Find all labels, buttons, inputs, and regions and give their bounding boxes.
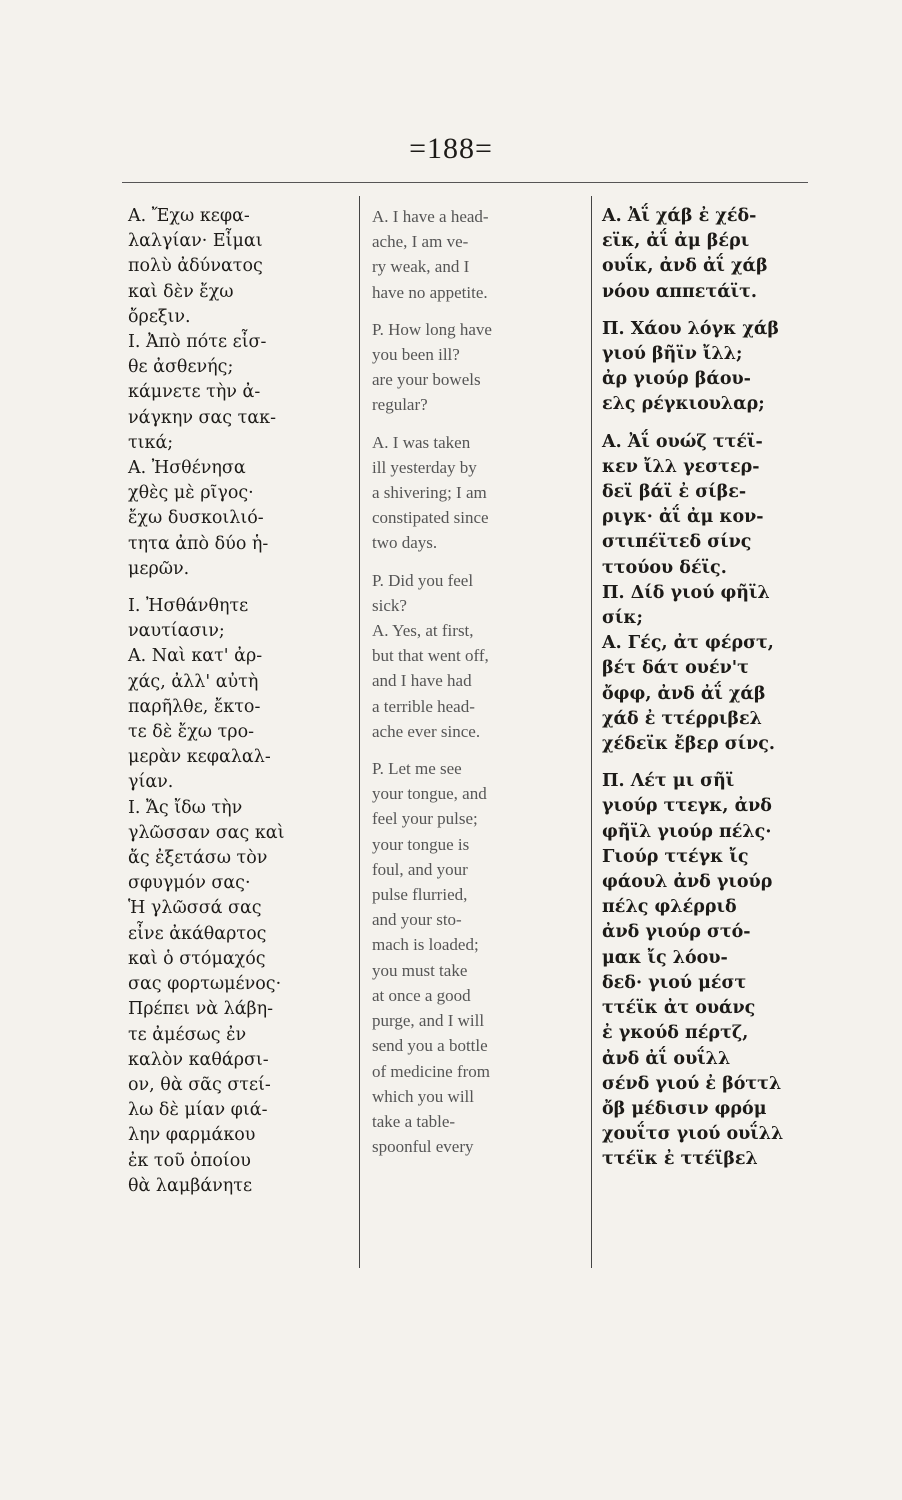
text-line: Π. Λέτ μι σῆϊ xyxy=(602,771,735,792)
text-line: σένδ γιού ἐ βόττλ xyxy=(602,1073,782,1094)
text-line: σφυγμόν σας· xyxy=(128,873,251,894)
text-line: at once a good xyxy=(372,985,471,1005)
text-line: which you will xyxy=(372,1086,474,1106)
text-line: Α. Ἀΐ χάβ ἐ χέδ- xyxy=(602,206,757,226)
text-line xyxy=(602,418,798,430)
text-line: Α. Γές, ἀτ φέρστ, xyxy=(602,633,774,654)
text-line: λην φαρμάκου xyxy=(128,1125,256,1146)
english-column xyxy=(372,204,572,1159)
text-line: σίκ; xyxy=(602,608,643,629)
text-line: ache, I am ve- xyxy=(372,232,469,252)
text-line: σας φορτωμένος· xyxy=(128,974,282,995)
text-line: ὄβ μέδισιν φρόμ xyxy=(602,1098,767,1119)
text-line: send you a bottle xyxy=(372,1036,488,1056)
text-line: Π. Δίδ γιού φῆϊλ xyxy=(602,582,770,603)
text-line: two days. xyxy=(372,533,438,553)
text-line: ττούου δέϊς. xyxy=(602,557,727,578)
text-line: Γιούρ ττέγκ ἴς xyxy=(602,846,749,867)
text-line: τε ἀμέσως ἐν xyxy=(128,1024,247,1045)
text-line: φῆϊλ γιούρ πέλς· xyxy=(602,821,772,842)
text-line: κάμνετε τὴν ἀ- xyxy=(128,382,261,403)
text-line: μερῶν. xyxy=(128,558,190,579)
text-line: are your bowels xyxy=(372,370,481,390)
text-line: χθὲς μὲ ρῖγος· xyxy=(128,483,254,504)
text-line: θε ἀσθενής; xyxy=(128,357,234,378)
text-line: ττέϊκ ἐ ττέϊβελ xyxy=(602,1149,758,1170)
greek-column xyxy=(128,204,348,1199)
text-line: δεδ· γιού μέστ xyxy=(602,972,747,993)
text-line xyxy=(372,305,572,317)
text-line: a terrible head- xyxy=(372,696,475,716)
text-line: Ι. Ἀπὸ πότε εἶσ- xyxy=(128,332,267,353)
text-line: βέτ δάτ ουέν'τ xyxy=(602,658,749,679)
text-line: νάγκην σας τακ- xyxy=(128,407,277,428)
text-line xyxy=(602,305,798,317)
text-line: Ι. Ἠσθάνθητε xyxy=(128,596,249,617)
text-line: a shivering; I am xyxy=(372,483,487,503)
text-line: you must take xyxy=(372,960,468,980)
text-line: ache ever since. xyxy=(372,721,481,741)
text-line: τε δὲ ἔχω τρο- xyxy=(128,722,255,743)
text-line: ον, θὰ σᾶς στεί- xyxy=(128,1074,271,1095)
text-line: Ἡ γλῶσσά σας xyxy=(128,898,262,919)
text-line: ττέϊκ ἀτ ουάνς xyxy=(602,998,756,1019)
text-line: foul, and your xyxy=(372,859,468,879)
text-line: ἀρ γιούρ βάου- xyxy=(602,369,751,390)
text-line xyxy=(372,418,572,430)
text-line: ὄφφ, ἀνδ ἀΐ χάβ xyxy=(602,683,766,704)
text-line: γιού βῆϊν ἴλλ; xyxy=(602,344,743,365)
text-line: ουΐκ, ἀνδ ἀΐ χάβ xyxy=(602,256,768,277)
text-line: θὰ λαμβάνητε xyxy=(128,1175,253,1196)
text-line: εἶνε ἀκάθαρτος xyxy=(128,923,267,944)
text-line: λαλγίαν· Εἶμαι xyxy=(128,231,263,252)
text-line: sick? xyxy=(372,595,407,615)
text-line: καλὸν καθάρσι- xyxy=(128,1049,269,1070)
text-line: ἀνδ ἀΐ ουΐλλ xyxy=(602,1048,731,1069)
text-line: have no appetite. xyxy=(372,282,488,302)
text-line: γιούρ ττεγκ, ἀνδ xyxy=(602,796,772,817)
text-line: Α. Ἔχω κεφα- xyxy=(128,206,250,226)
text-line: μακ ἴς λόου- xyxy=(602,947,728,968)
text-line: you been ill? xyxy=(372,345,460,365)
text-line: ἔχω δυσκοιλιό- xyxy=(128,508,264,529)
text-line: τικά; xyxy=(128,432,174,453)
text-line: χουΐτσ γιού ουΐλλ xyxy=(602,1124,784,1145)
column-divider-right xyxy=(591,196,592,1268)
text-line: ριγκ· ἀΐ ἀμ κον- xyxy=(602,507,764,528)
text-line: pulse flurried, xyxy=(372,885,468,905)
text-line: spoonful every xyxy=(372,1137,474,1157)
text-line: A. Yes, at first, xyxy=(372,621,474,641)
text-line: P. How long have xyxy=(372,319,492,339)
text-line: στιπέϊτεδ σίνς xyxy=(602,532,752,553)
header-rule xyxy=(122,182,808,183)
text-line xyxy=(372,556,572,568)
text-line: νόου αππετάϊτ. xyxy=(602,281,758,302)
text-line: πολὺ ἀδύνατος xyxy=(128,256,263,277)
text-line: constipated since xyxy=(372,508,489,528)
text-line: ὄρεξιν. xyxy=(128,306,191,327)
text-line: πέλς φλέρριδ xyxy=(602,897,737,918)
text-line: ελς ρέγκιουλαρ; xyxy=(602,394,765,415)
text-line: ἐκ τοῦ ὁποίου xyxy=(128,1150,251,1171)
page-number: =188= xyxy=(409,132,493,165)
text-line: Α. Ἀΐ ουώζ ττέϊ- xyxy=(602,431,763,452)
text-line: Πρέπει νὰ λάβη- xyxy=(128,999,274,1020)
text-line: your tongue is xyxy=(372,834,470,854)
transliteration-column xyxy=(602,204,798,1173)
text-line: your tongue, and xyxy=(372,784,487,804)
text-line: χάδ ἐ ττέρριβελ xyxy=(602,708,762,729)
text-line: and I have had xyxy=(372,671,472,691)
text-line: μερὰν κεφαλαλ- xyxy=(128,747,271,768)
text-line: κεν ἴλλ γεστερ- xyxy=(602,456,760,477)
text-line: feel your pulse; xyxy=(372,809,478,829)
text-line: ἐ γκούδ πέρτζ, xyxy=(602,1023,749,1044)
text-line: παρῆλθε, ἔκτο- xyxy=(128,696,261,717)
text-line: A. I have a head- xyxy=(372,207,489,226)
text-line: καὶ ὁ στόμαχός xyxy=(128,948,266,969)
text-line: Ι. Ἄς ἴδω τὴν xyxy=(128,797,243,818)
text-line: εϊκ, ἀΐ ἀμ βέρι xyxy=(602,231,750,252)
text-line: and your sto- xyxy=(372,910,462,930)
text-line: of medicine from xyxy=(372,1061,491,1081)
text-line: P. Did you feel xyxy=(372,570,474,590)
text-line xyxy=(372,744,572,756)
text-line: ill yesterday by xyxy=(372,457,477,477)
text-line: P. Let me see xyxy=(372,759,462,779)
text-line: γίαν. xyxy=(128,772,174,793)
text-line: χέδεϊκ ἔβερ σίνς. xyxy=(602,734,776,755)
text-line xyxy=(602,757,798,769)
text-line: ἄς ἐξετάσω τὸν xyxy=(128,848,268,869)
text-line: ἀνδ γιούρ στό- xyxy=(602,922,751,943)
text-line: τητα ἀπὸ δύο ἡ- xyxy=(128,533,269,554)
text-line: δεϊ βάϊ ἐ σίβε- xyxy=(602,482,747,503)
text-line: φάουλ ἀνδ γιούρ xyxy=(602,872,773,893)
text-line: A. I was taken xyxy=(372,432,471,452)
text-line: Α. Ἠσθένησα xyxy=(128,458,246,479)
text-line: but that went off, xyxy=(372,646,489,666)
text-line: λω δὲ μίαν φιά- xyxy=(128,1100,268,1121)
text-line: γλῶσσαν σας καὶ xyxy=(128,822,285,843)
text-line: Α. Ναὶ κατ' ἀρ- xyxy=(128,646,263,667)
text-line: καὶ δὲν ἔχω xyxy=(128,281,234,302)
column-divider-left xyxy=(359,196,360,1268)
text-line: mach is loaded; xyxy=(372,935,479,955)
text-line: ναυτίασιν; xyxy=(128,621,225,642)
text-line: purge, and I will xyxy=(372,1011,485,1031)
text-line: take a table- xyxy=(372,1111,456,1131)
text-line: χάς, ἀλλ' αὐτὴ xyxy=(128,671,259,692)
text-line: regular? xyxy=(372,395,428,415)
text-line xyxy=(128,582,348,594)
text-line: Π. Χάου λόγκ χάβ xyxy=(602,318,779,339)
text-line: ry weak, and I xyxy=(372,257,470,277)
